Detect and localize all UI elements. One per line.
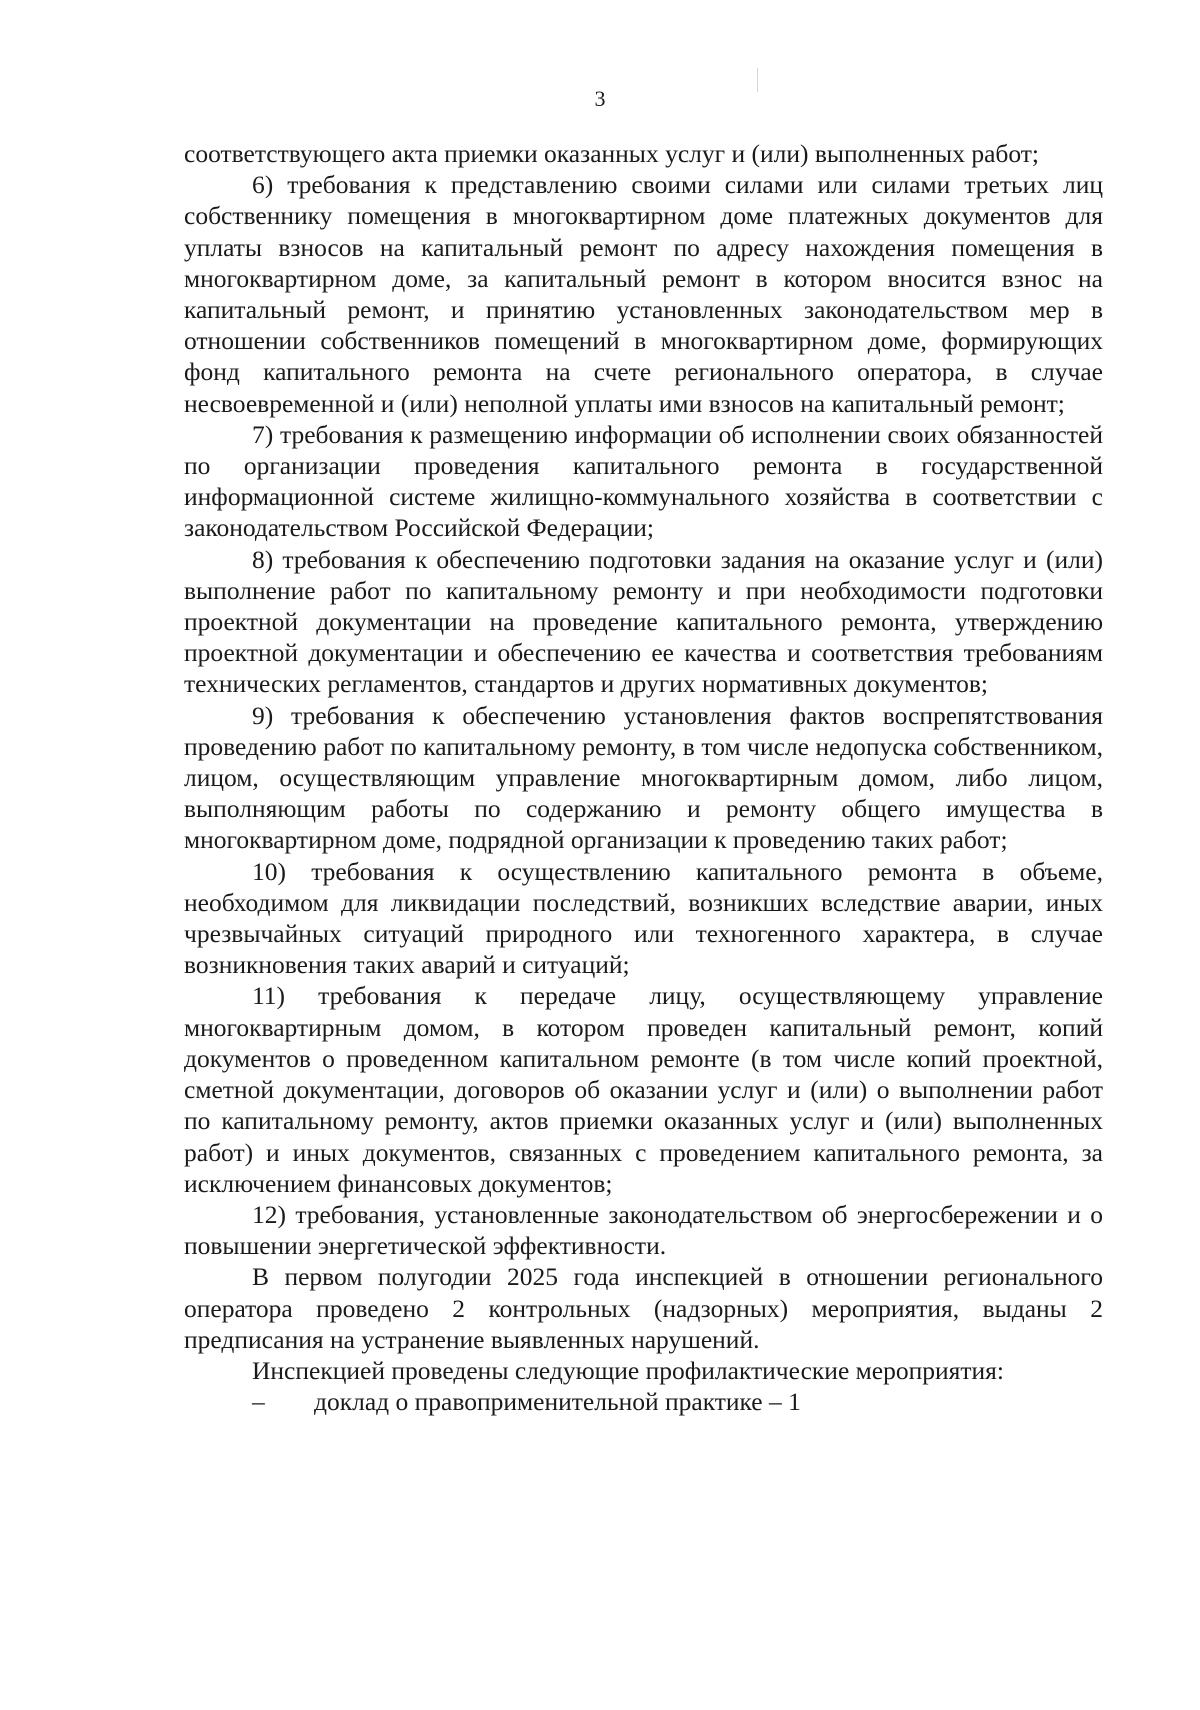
paragraph-item-11: 11) требования к передаче лицу, осуществляющему управление многоквартирным домом, в котором проведен капитальный ремонт, копий документов о проведенном капитальном ремонте (в том числе копий проектной, сметной документации, договоров об оказании услуг и (или) о выполнении работ по капитальному ремонту, актов приемки оказанных услуг и (или) выполненных работ) и иных документов, связанных с проведением капитального ремонта, за исключением финансовых документов; (184, 981, 1103, 1198)
paragraph-continuation: соответствующего акта приемки оказанных услуг и (или) выполненных работ; (184, 139, 1039, 168)
paragraph-item-12: 12) требования, установленные законодательством об энергосбережении и о повышении энергетической эффективности. (184, 1199, 1103, 1261)
list-item-report (184, 1386, 1103, 1417)
paragraph-item-7: 7) требования к размещению информации об исполнении своих обязанностей по организации проведения капитального ремонта в государственной информационной системе жилищно-коммунального хозяйства в соответствии с законодательством Российской Федерации; (184, 419, 1103, 543)
page-number: 3 (594, 86, 606, 111)
list-item-text: доклад о правоприменительной практике – 1 (314, 1387, 801, 1417)
paragraph-inspection-summary: В первом полугодии 2025 года инспекцией в отношении регионального оператора проведено 2 контрольных (надзорных) мероприятия, выданы 2 предписания на устранение выявленных нарушений. (184, 1262, 1103, 1354)
document-body (184, 138, 1103, 1417)
list-dash-marker: – (252, 1387, 265, 1417)
paragraph-item-8: 8) требования к обеспечению подготовки задания на оказание услуг и (или) выполнение работ по капитальному ремонту и при необходимости подготовки проектной документации на проведение капитального ремонта, утверждению проектной документации и обеспечению ее качества и соответствия требованиям технических регламентов, стандартов и других нормативных документов; (184, 544, 1103, 699)
paragraph-item-6: 6) требования к представлению своими силами или силами третьих лиц собственнику помещения в многоквартирном доме платежных документов для уплаты взносов на капитальный ремонт по адресу нахождения помещения в многоквартирном доме, за капитальный ремонт в котором вносится взнос на капитальный ремонт, и принятию установленных законодательством мер в отношении собственников помещений в многоквартирном доме, формирующих фонд капитального ремонта на счете регионального оператора, в случае несвоевременной и (или) неполной уплаты ими взносов на капитальный ремонт; (184, 170, 1103, 418)
paragraph-item-10: 10) требования к осуществлению капитального ремонта в объеме, необходимом для ликвидации последствий, возникших вследствие аварии, иных чрезвычайных ситуаций природного или техногенного характера, в случае возникновения таких аварий и ситуаций; (184, 856, 1103, 980)
paragraph-prevention-intro: Инспекцией проведены следующие профилактические мероприятия: (252, 1355, 1004, 1385)
paragraph-item-9: 9) требования к обеспечению установления фактов воспрепятствования проведению работ по капитальному ремонту, в том числе недопуска собственником, лицом, осуществляющим управление многоквартирным домом, либо лицом, выполняющим работы по содержанию и ремонту общего имущества в многоквартирном доме, подрядной организации к проведению таких работ; (184, 700, 1103, 855)
